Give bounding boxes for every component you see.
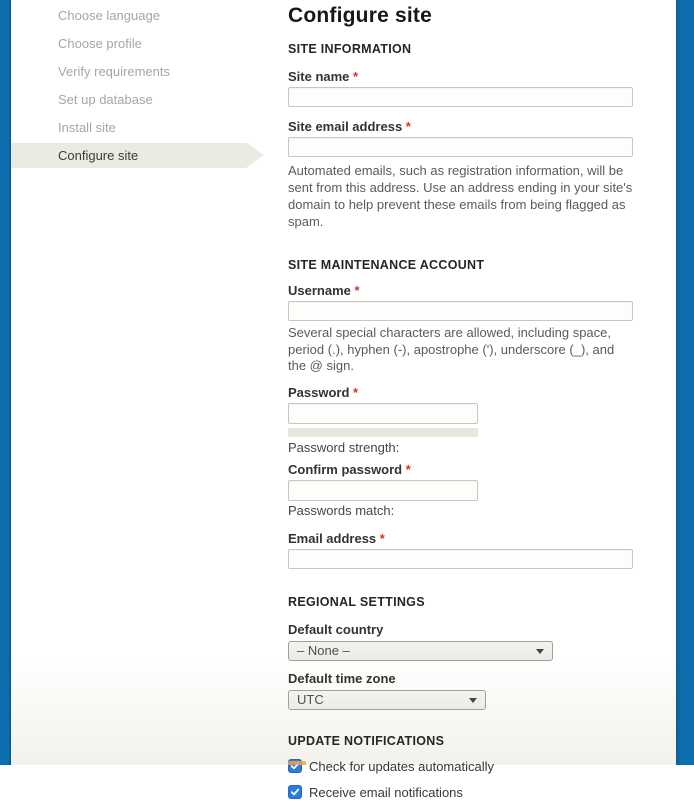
left-accent-bar <box>0 0 11 765</box>
default-country-field-group <box>288 622 633 661</box>
default-country-select[interactable] <box>288 641 553 661</box>
passwords-match-label: Passwords match: <box>288 502 395 518</box>
page-title: Configure site <box>288 4 432 27</box>
step-label: Configure site <box>58 148 139 163</box>
username-label: Username * <box>288 283 360 298</box>
required-asterisk: * <box>353 69 359 84</box>
confirm-password-field-group <box>288 462 633 519</box>
receive-email-row <box>288 785 633 800</box>
step-label: Choose profile <box>58 35 142 51</box>
required-asterisk: * <box>354 283 360 298</box>
clipped-element-bottom <box>288 761 306 765</box>
step-label: Set up database <box>58 91 153 107</box>
section-heading-regional-settings: REGIONAL SETTINGS <box>288 594 425 609</box>
step-install-site <box>11 113 247 141</box>
step-label: Verify requirements <box>58 63 170 79</box>
section-heading-maintenance-account: SITE MAINTENANCE ACCOUNT <box>288 258 485 272</box>
password-strength-meter <box>288 428 478 437</box>
password-input[interactable] <box>288 403 478 424</box>
username-field-group <box>288 283 633 375</box>
password-strength-label: Password strength: <box>288 439 400 455</box>
confirm-password-label: Confirm password * <box>288 461 411 477</box>
required-asterisk: * <box>353 384 359 400</box>
receive-email-checkbox[interactable] <box>288 785 302 799</box>
step-choose-profile <box>11 29 247 57</box>
check-updates-label[interactable]: Check for updates automatically <box>309 758 494 774</box>
check-updates-row <box>288 759 633 774</box>
step-choose-language <box>11 1 247 29</box>
default-timezone-field-group <box>288 671 633 710</box>
password-label: Password * <box>288 384 359 400</box>
step-configure-site-active <box>11 143 247 168</box>
default-country-select-wrap <box>288 641 553 661</box>
default-timezone-select-wrap <box>288 690 486 710</box>
site-email-description: Automated emails, such as registration information, will be sent from this address. Use an address ending in your site's domain to help prevent these emails from being flagged as spam. <box>288 163 633 229</box>
confirm-password-input[interactable] <box>288 480 478 501</box>
installer-steps-sidebar <box>11 1 276 169</box>
required-asterisk: * <box>405 461 411 477</box>
configure-site-form <box>288 0 633 800</box>
site-name-input[interactable] <box>288 87 633 107</box>
account-email-label: Email address * <box>288 530 385 546</box>
default-country-label: Default country <box>288 621 384 637</box>
account-email-input[interactable] <box>288 549 633 569</box>
password-field-group <box>288 385 633 456</box>
right-accent-bar <box>676 0 694 765</box>
site-email-field-group <box>288 119 633 230</box>
site-name-label: Site name * <box>288 69 359 84</box>
step-set-up-database <box>11 85 247 113</box>
step-verify-requirements <box>11 57 247 85</box>
site-email-label: Site email address * <box>288 119 411 134</box>
required-asterisk: * <box>405 119 411 134</box>
step-label: Install site <box>58 119 116 135</box>
required-asterisk: * <box>379 530 385 546</box>
site-name-field-group <box>288 69 633 107</box>
section-heading-update-notifications: UPDATE NOTIFICATIONS <box>288 733 445 748</box>
default-timezone-label: Default time zone <box>288 670 396 686</box>
checkmark-icon <box>290 787 300 797</box>
account-email-field-group <box>288 531 633 569</box>
default-timezone-select[interactable] <box>288 690 486 710</box>
username-input[interactable] <box>288 301 633 321</box>
step-label: Choose language <box>58 7 160 23</box>
site-email-input[interactable] <box>288 137 633 157</box>
username-description: Several special characters are allowed, including space, period (.), hyphen (-), apostrophe ('), underscore (_), and the @ sign. <box>288 325 615 373</box>
section-heading-site-information: SITE INFORMATION <box>288 42 412 56</box>
receive-email-label[interactable]: Receive email notifications <box>309 784 463 800</box>
